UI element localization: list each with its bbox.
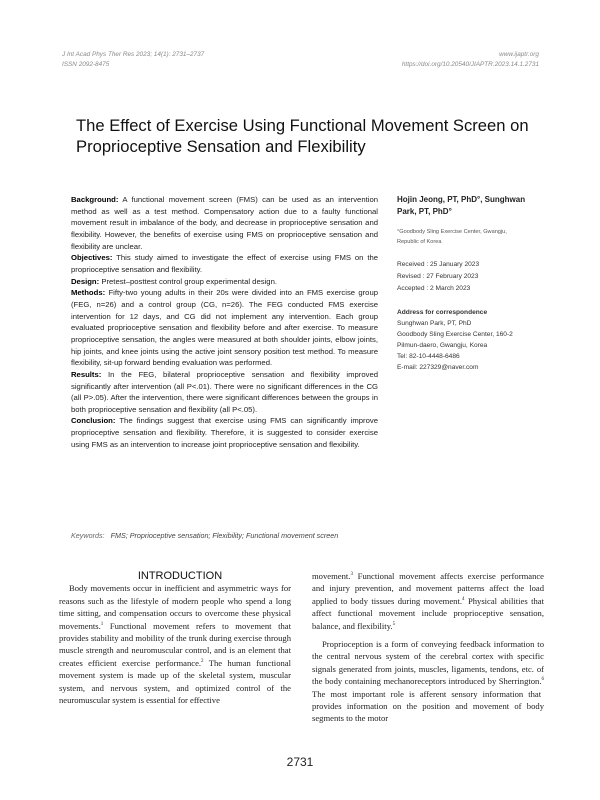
citation-ref: 4 xyxy=(462,596,465,602)
correspondence-details xyxy=(397,318,545,373)
correspondence-email[interactable]: E-mail: 227329@naver.com xyxy=(397,364,479,371)
body-paragraph xyxy=(312,570,544,632)
affiliation xyxy=(397,228,545,247)
issn-text: ISSN 2092-8475 xyxy=(62,61,110,68)
body-paragraph xyxy=(312,638,544,725)
received-date: Received : 25 January 2023 xyxy=(397,261,480,268)
website-link[interactable]: www.ijaptr.org xyxy=(499,51,539,58)
body-column-left xyxy=(59,570,291,706)
abstract-text: Pretest–posttest control group experimental design. xyxy=(101,276,277,286)
article-title xyxy=(76,116,546,157)
abstract-label: Methods: xyxy=(71,288,106,298)
affiliation-line: °Goodbody Sling Exercise Center, Gwangju, xyxy=(397,229,507,235)
abstract-label: Results: xyxy=(71,369,102,379)
citation-ref: 2 xyxy=(201,658,204,664)
correspondence-heading: Address for correspondence xyxy=(397,309,488,316)
abstract-background xyxy=(71,194,378,252)
author-names xyxy=(397,194,545,218)
abstract-design xyxy=(71,276,378,288)
paragraph-text: Functional movement affects exercise performance and injury prevention, and movement patterns affect the load applied to body tissues during movement. xyxy=(312,571,544,606)
correspondence-tel: Tel: 82-10-4448-6486 xyxy=(397,353,460,360)
keywords-list: FMS; Proprioceptive sensation; Flexibility; Functional movement screen xyxy=(110,531,339,540)
abstract-objectives xyxy=(71,252,378,275)
citation-ref: 5 xyxy=(392,621,396,627)
abstract-methods xyxy=(71,287,378,369)
paragraph-text: movement. xyxy=(312,571,351,581)
citation-ref: 1 xyxy=(100,621,104,627)
paragraph-text: Proprioception is a form of conveying feedback information to the central nervous system of the cerebral cortex with specific signals generated from joints, muscles, ligaments, tendons, etc. of the body containing mechanoreceptors introduced by Sherrington. xyxy=(312,639,544,687)
keywords xyxy=(71,531,338,540)
body-column-right xyxy=(312,570,544,725)
journal-header-right xyxy=(402,50,539,70)
abstract-conclusion xyxy=(71,415,378,450)
paragraph-text: The human functional movement system is made up of the skeletal system, muscular system, and nervous system, and optimized control of the neuromuscular system is essential for effective xyxy=(59,657,291,706)
author-info-panel xyxy=(397,194,545,373)
abstract-text: This study aimed to investigate the effect of exercise using FMS on the proprioceptive sensation and flexibility. xyxy=(71,253,379,274)
journal-header-left xyxy=(62,50,204,70)
abstract xyxy=(71,194,378,450)
journal-citation: J Int Acad Phys Ther Res 2023; 14(1): 2731–2737 xyxy=(62,51,205,58)
correspondence-address: Goodbody Sling Exercise Center, 160-2 xyxy=(397,331,513,338)
article-dates xyxy=(397,259,545,295)
citation-ref: 6 xyxy=(541,677,544,683)
affiliation-line: Republic of Korea xyxy=(397,238,442,245)
author-line: Park, PT, PhD° xyxy=(397,207,452,216)
abstract-results xyxy=(71,369,378,416)
article-title-line2: Proprioceptive Sensation and Flexibility xyxy=(76,136,366,156)
abstract-label: Objectives: xyxy=(71,253,113,263)
abstract-label: Conclusion: xyxy=(71,416,116,426)
body-paragraph xyxy=(59,582,291,706)
doi-link[interactable]: https://doi.org/10.20540/JIAPTR.2023.14.1.2731 xyxy=(401,61,539,68)
paragraph-text: Body movements occur in inefficient and asymmetric ways for reasons such as the lifestyle of modern people who spend a long time sitting, and compensation occurs to overcome these physical movements. xyxy=(59,583,291,631)
page-number: 2731 xyxy=(286,755,314,769)
paragraph-text: The most important role is afferent sensory information that provides information on the position and movement of body segments to the motor xyxy=(312,688,544,724)
citation-ref: 3 xyxy=(350,572,353,578)
abstract-text: A functional movement screen (FMS) can be used as an intervention method as well as a test method. Compensatory action due to a faulty functional movement result in imbalance of the body, and decrease in proprioceptive sensation and flexibility. However, the benefits of exercise using FMS on proprioceptive sensation and flexibility are unclear. xyxy=(71,195,378,251)
abstract-text: Fifty-two young adults in their 20s were divided into an FMS exercise group (FEG, n=26) and a control group (CG, n=26). The FEG conducted FMS exercise intervention for 12 days, and CG did not implement any intervention. Each group evaluated proprioceptive sensation and flexibility before and after exercise. To measure proprioceptive sensation, the angles were measured at both shoulder joints, elbow joints, hip joints, and knee joints using the active joint sensory position test method. To measure flexibility, sit-up forward bending evaluation was performed. xyxy=(71,288,379,368)
accepted-date: Accepted : 2 March 2023 xyxy=(397,285,471,292)
paragraph-text: Physical abilities that affect functional movement include proprioceptive sensation, balance, and flexibility. xyxy=(312,595,544,631)
correspondence-address: Pilmun-daero, Gwangju, Korea xyxy=(397,342,488,349)
article-title-line1: The Effect of Exercise Using Functional Movement Screen on xyxy=(76,116,529,135)
paragraph-text: Functional movement refers to movement that provides stability and mobility of the trunk during exercise through muscle strength and neuromuscular control, and is an element that creates efficient exercise performance. xyxy=(59,620,291,668)
abstract-label: Background: xyxy=(71,195,119,204)
abstract-label: Design: xyxy=(71,276,100,286)
abstract-text: The findings suggest that exercise using FMS can significantly improve proprioceptive sensation and flexibility. Therefore, it is suggested to consider exercise using FMS as an intervention to increase joint proprioceptive sensation and flexibility. xyxy=(71,416,379,449)
author-line: Hojin Jeong, PT, PhD°, Sunghwan xyxy=(397,195,526,204)
keywords-label: Keywords: xyxy=(71,531,105,540)
revised-date: Revised : 27 February 2023 xyxy=(397,273,479,280)
correspondence-name: Sunghwan Park, PT, PhD xyxy=(397,320,472,327)
section-heading-introduction: INTRODUCTION xyxy=(137,570,223,582)
abstract-text: In the FEG, bilateral proprioceptive sensation and flexibility improved significantly after intervention (all P<.01). There were no significant differences in the CG (all P>.05). After the intervention, there were significant differences between the groups in both proprioceptive sensation and flexibility (all P<.05). xyxy=(71,369,378,414)
